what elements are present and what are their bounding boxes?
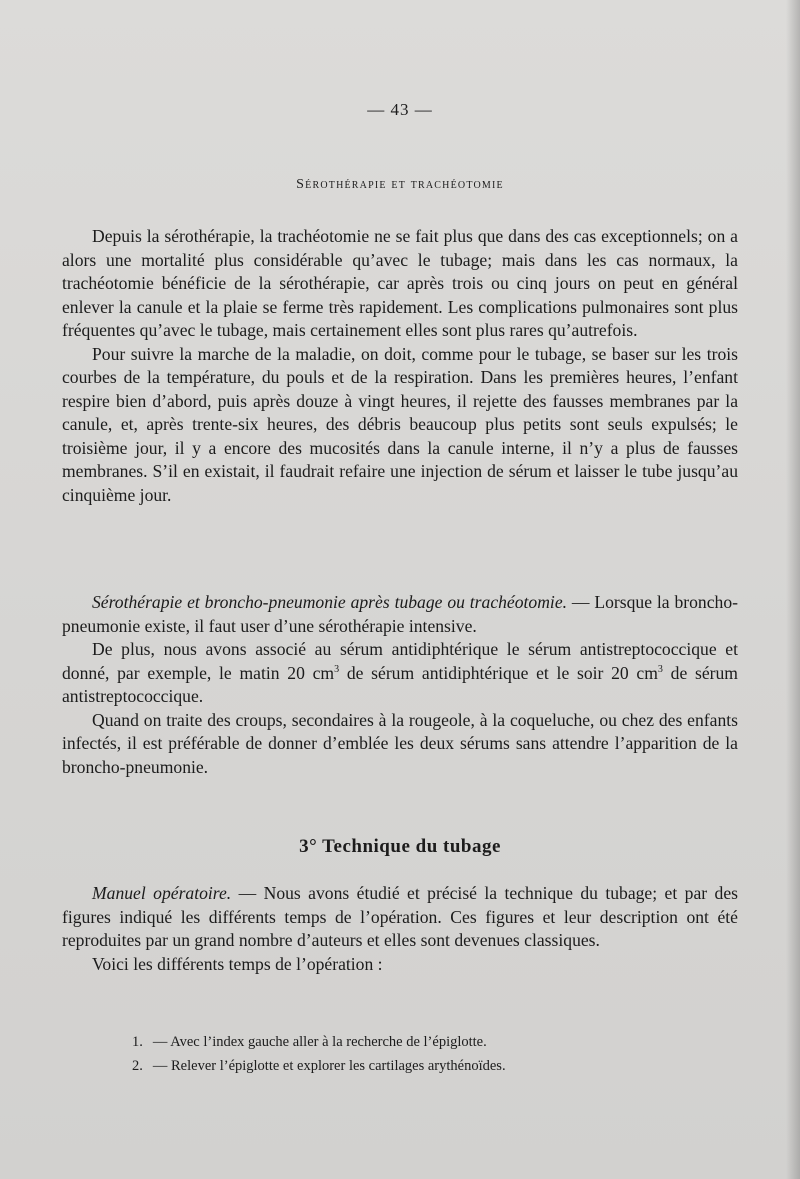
- section-heading: Sérothérapie et trachéotomie: [296, 177, 504, 192]
- step-text: — Avec l’index gauche aller à la recherche de l’épiglotte.: [152, 1034, 487, 1050]
- text-block-trachéotomie: [62, 225, 738, 507]
- subheading: 3° Technique du tubage: [299, 836, 501, 857]
- paragraph-manuel: [62, 882, 738, 953]
- serum-text-mid: de sérum antidiphtérique et le soir 20 cm: [339, 662, 658, 683]
- serum-text-start: De plus, nous avons associé au sérum antidiphtérique le sérum antistreptococcique et donné, par exemple, le matin 20 cm: [62, 639, 738, 683]
- paragraph: Pour suivre la marche de la maladie, on doit, comme pour le tubage, se baser sur les trois courbes de la température, du pouls et de la respiration. Dans les premières heures, l’enfant respire bien d’abord, puis après douze à vingt heures, il rejette des fausses membranes par la canule, et, après trente-six heures, des débris beaucoup plus petits sont seuls expulsés; le troisième jour, il y a encore des mucosités dans la canule interne, il n’y a plus de fausses membranes. S’il en existait, il faudrait refaire une injection de sérum et laisser le tube jusqu’au cinquième jour.: [62, 343, 738, 505]
- broncho-title: Sérothérapie et broncho-pneumonie après tubage ou trachéotomie.: [92, 592, 568, 612]
- step-number: 1.: [132, 1034, 143, 1050]
- paragraph: Quand on traite des croups, secondaires à la rougeole, à la coqueluche, ou chez des enfants infectés, il est préférable de donner d’emblée les deux sérums sans attendre l’apparition de la broncho-pneumonie.: [62, 709, 738, 777]
- serum-text-end: de sérum antistreptococcique.: [62, 662, 738, 706]
- unit-exponent: 3: [657, 663, 663, 675]
- text-block-broncho: [62, 591, 738, 779]
- step-text: — Relever l’épiglotte et explorer les cartilages arythénoïdes.: [152, 1058, 506, 1074]
- broncho-rest: — Lorsque la broncho-pneumonie existe, il faut user d’une sérothérapie intensive.: [62, 592, 738, 636]
- manuel-title: Manuel opératoire.: [92, 883, 232, 903]
- paragraph-broncho: [62, 591, 738, 638]
- list-item: [132, 1030, 732, 1054]
- list-item: [132, 1054, 732, 1078]
- steps-list: [132, 1030, 732, 1078]
- page-number: — 43 —: [367, 100, 433, 119]
- step-number: 2.: [132, 1058, 143, 1074]
- manuel-rest: — Nous avons étudié et précisé la technique du tubage; et par des figures indiqué les différents temps de l’opération. Ces figures et leur description ont été reproduites par un grand nombre d’auteurs et elles sont devenues classiques.: [62, 883, 738, 950]
- paragraph: Voici les différents temps de l’opération :: [92, 953, 383, 974]
- paragraph: Depuis la sérothérapie, la trachéotomie ne se fait plus que dans des cas exceptionnels; on a alors une mortalité plus considérable qu’avec le tubage; mais dans les cas normaux, la trachéotomie bénéficie de la sérothérapie, car après trois ou cinq jours on peut en général enlever la canule et la plaie se ferme très rapidement. Les complications pulmonaires sont plus fréquentes qu’avec le tubage, mais certainement elles sont plus rares qu’autrefois.: [62, 226, 738, 340]
- text-block-manuel: [62, 882, 738, 976]
- unit-exponent: 3: [334, 663, 340, 675]
- paragraph-serum: [62, 638, 738, 709]
